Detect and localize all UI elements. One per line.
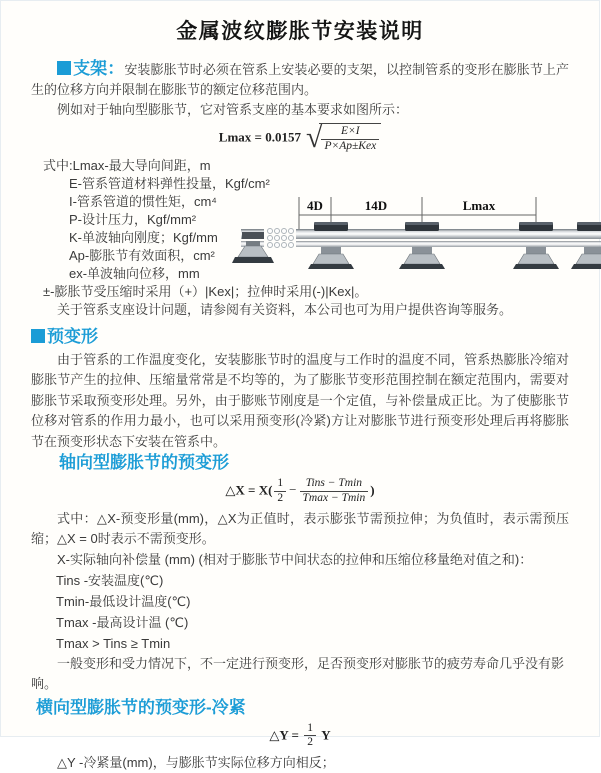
lmax-formula: [31, 123, 569, 154]
bellows-icon: [264, 227, 296, 249]
delta-y-definition-line: △Y -冷紧量(mm)，与膨胀节实际位移方向相反；: [57, 755, 335, 771]
dim-label-4d: 4D: [307, 198, 323, 213]
definition-line: E-管系管道材料弹性投量，Kgf/cm²: [69, 175, 270, 191]
half-denominator: 2: [274, 491, 286, 506]
definition-line: ±-膨胀节受压缩时采用（+）|Kex|；拉伸时采用(-)|Kex|。: [43, 283, 368, 299]
half-numerator: 1: [307, 721, 313, 734]
pipe-support-diagram: [241, 193, 601, 293]
delta-x-formula: [31, 477, 569, 506]
delta-x-lhs: △X = X(: [225, 482, 273, 498]
half-numerator: 1: [277, 477, 284, 490]
dim-label-14d: 14D: [364, 198, 388, 213]
half-fraction: [274, 477, 286, 506]
temperature-denominator: Tmax − Tmin: [300, 491, 369, 506]
sqrt-radical-icon: √: [305, 121, 323, 155]
section-marker-icon: [31, 329, 45, 343]
sqrt-content: [319, 123, 381, 154]
axial-note-line: 一般变形和受力情况下，不一定进行预变形，足否预变形对膨胀节的疲劳寿命几乎没有影响。: [31, 655, 565, 692]
definition-line: 关于管系支座设计问题，请参阅有关资料，本公司也可为用户提供咨询等服务。: [57, 301, 513, 317]
definition-line: K-单波轴向刚度；Kgf/mm: [69, 229, 218, 245]
delta-y-lhs: △Y =: [269, 726, 299, 742]
temperature-line: Tmax -最高设计温 (℃): [56, 614, 189, 630]
axial-explain-paragraph: 式中：△X-预变形量(mm)，△X为正值时，表示膨张节需预拉伸；为负值时，表示需预压缩；△X = 0时表示不需预变形。: [31, 510, 569, 547]
temperature-fraction: [300, 477, 369, 506]
axial-subheading: 轴向型膨胀节的预变形: [59, 453, 229, 473]
dim-label-lmax: Lmax: [462, 198, 496, 213]
lmax-formula-lhs: Lmax = 0.0157: [218, 129, 301, 145]
delta-y-rhs: Y: [321, 726, 331, 742]
lmax-fraction-numerator: E×I: [321, 125, 379, 140]
delta-y-formula: [31, 722, 569, 751]
support-heading-label: 支架：: [73, 59, 125, 78]
support-intro-text: 安装膨胀节时必须在管系上安装必要的支架，以控制管系的变形在膨胀节上产生的位移方向并限制在膨胀节的额定位移范围内。: [31, 62, 569, 97]
page-title: 金属波纹膨胀节安装说明: [176, 20, 424, 43]
support-paragraph: [31, 59, 569, 100]
support-section-heading: [57, 59, 124, 78]
lateral-subheading: 横向型膨胀节的预变形-冷紧: [36, 697, 246, 717]
temperature-line: Tins -安装温度(℃): [56, 572, 164, 588]
section-marker-icon: [57, 61, 71, 75]
lmax-fraction-denominator: P×Ap±Kex: [324, 139, 377, 152]
half-denominator: 2: [304, 735, 316, 750]
minus-operator: −: [289, 482, 297, 498]
temperature-line: Tmax > Tins ≥ Tmin: [56, 635, 171, 651]
temperature-definition-list: [31, 570, 569, 654]
document-content: [1, 59, 599, 773]
definition-line: P-设计压力，Kgf/mm²: [69, 211, 197, 227]
definition-line: ex-单波轴向位移，mm: [69, 265, 200, 281]
temperature-numerator: Tins − Tmin: [305, 477, 363, 490]
support-example-line: 例如对于轴向型膨胀节，它对管系支座的基本要求如图所示：: [57, 102, 409, 117]
definition-line: I-管系管道的惯性矩，cm⁴: [69, 193, 217, 209]
predeform-heading-label: 预变形: [47, 326, 98, 346]
definition-line: Ap-膨胀节有效面积，cm²: [69, 247, 215, 263]
definition-line: 式中:Lmax-最大导向间距，m: [43, 157, 211, 173]
dimension-labels: [307, 198, 496, 213]
delta-x-rhs: ): [370, 482, 375, 498]
lmax-fraction: [321, 125, 379, 154]
half-fraction: [304, 722, 316, 751]
predeform-paragraph: 由于管系的工作温度变化，安装膨胀节时的温度与工作时的温度不同，管系热膨胀冷缩对膨胀节产生的拉伸、压缩量常常是不均等的，为了膨胀节变形范围控制在额定范围内，需要对膨胀节采取预变形处理。另外，由于膨账节刚度是一个定值，与补偿量成正比。为了使膨胀节位移对管系的作用力最小，也可以采用预变形(冷紧)方让对膨胀节进行预变形处理后再将膨胀节在预变形状态下安装在管系中。: [31, 351, 569, 449]
x-definition-line: X-实际轴向补偿量 (mm) (相对于膨胀节中间状态的拉伸和压缩位移量绝对值之和)：: [57, 551, 533, 567]
temperature-line: Tmin-最低设计温度(℃): [56, 593, 191, 609]
pipe-diagram-svg: [241, 193, 601, 293]
predeform-section-heading: [31, 327, 569, 347]
